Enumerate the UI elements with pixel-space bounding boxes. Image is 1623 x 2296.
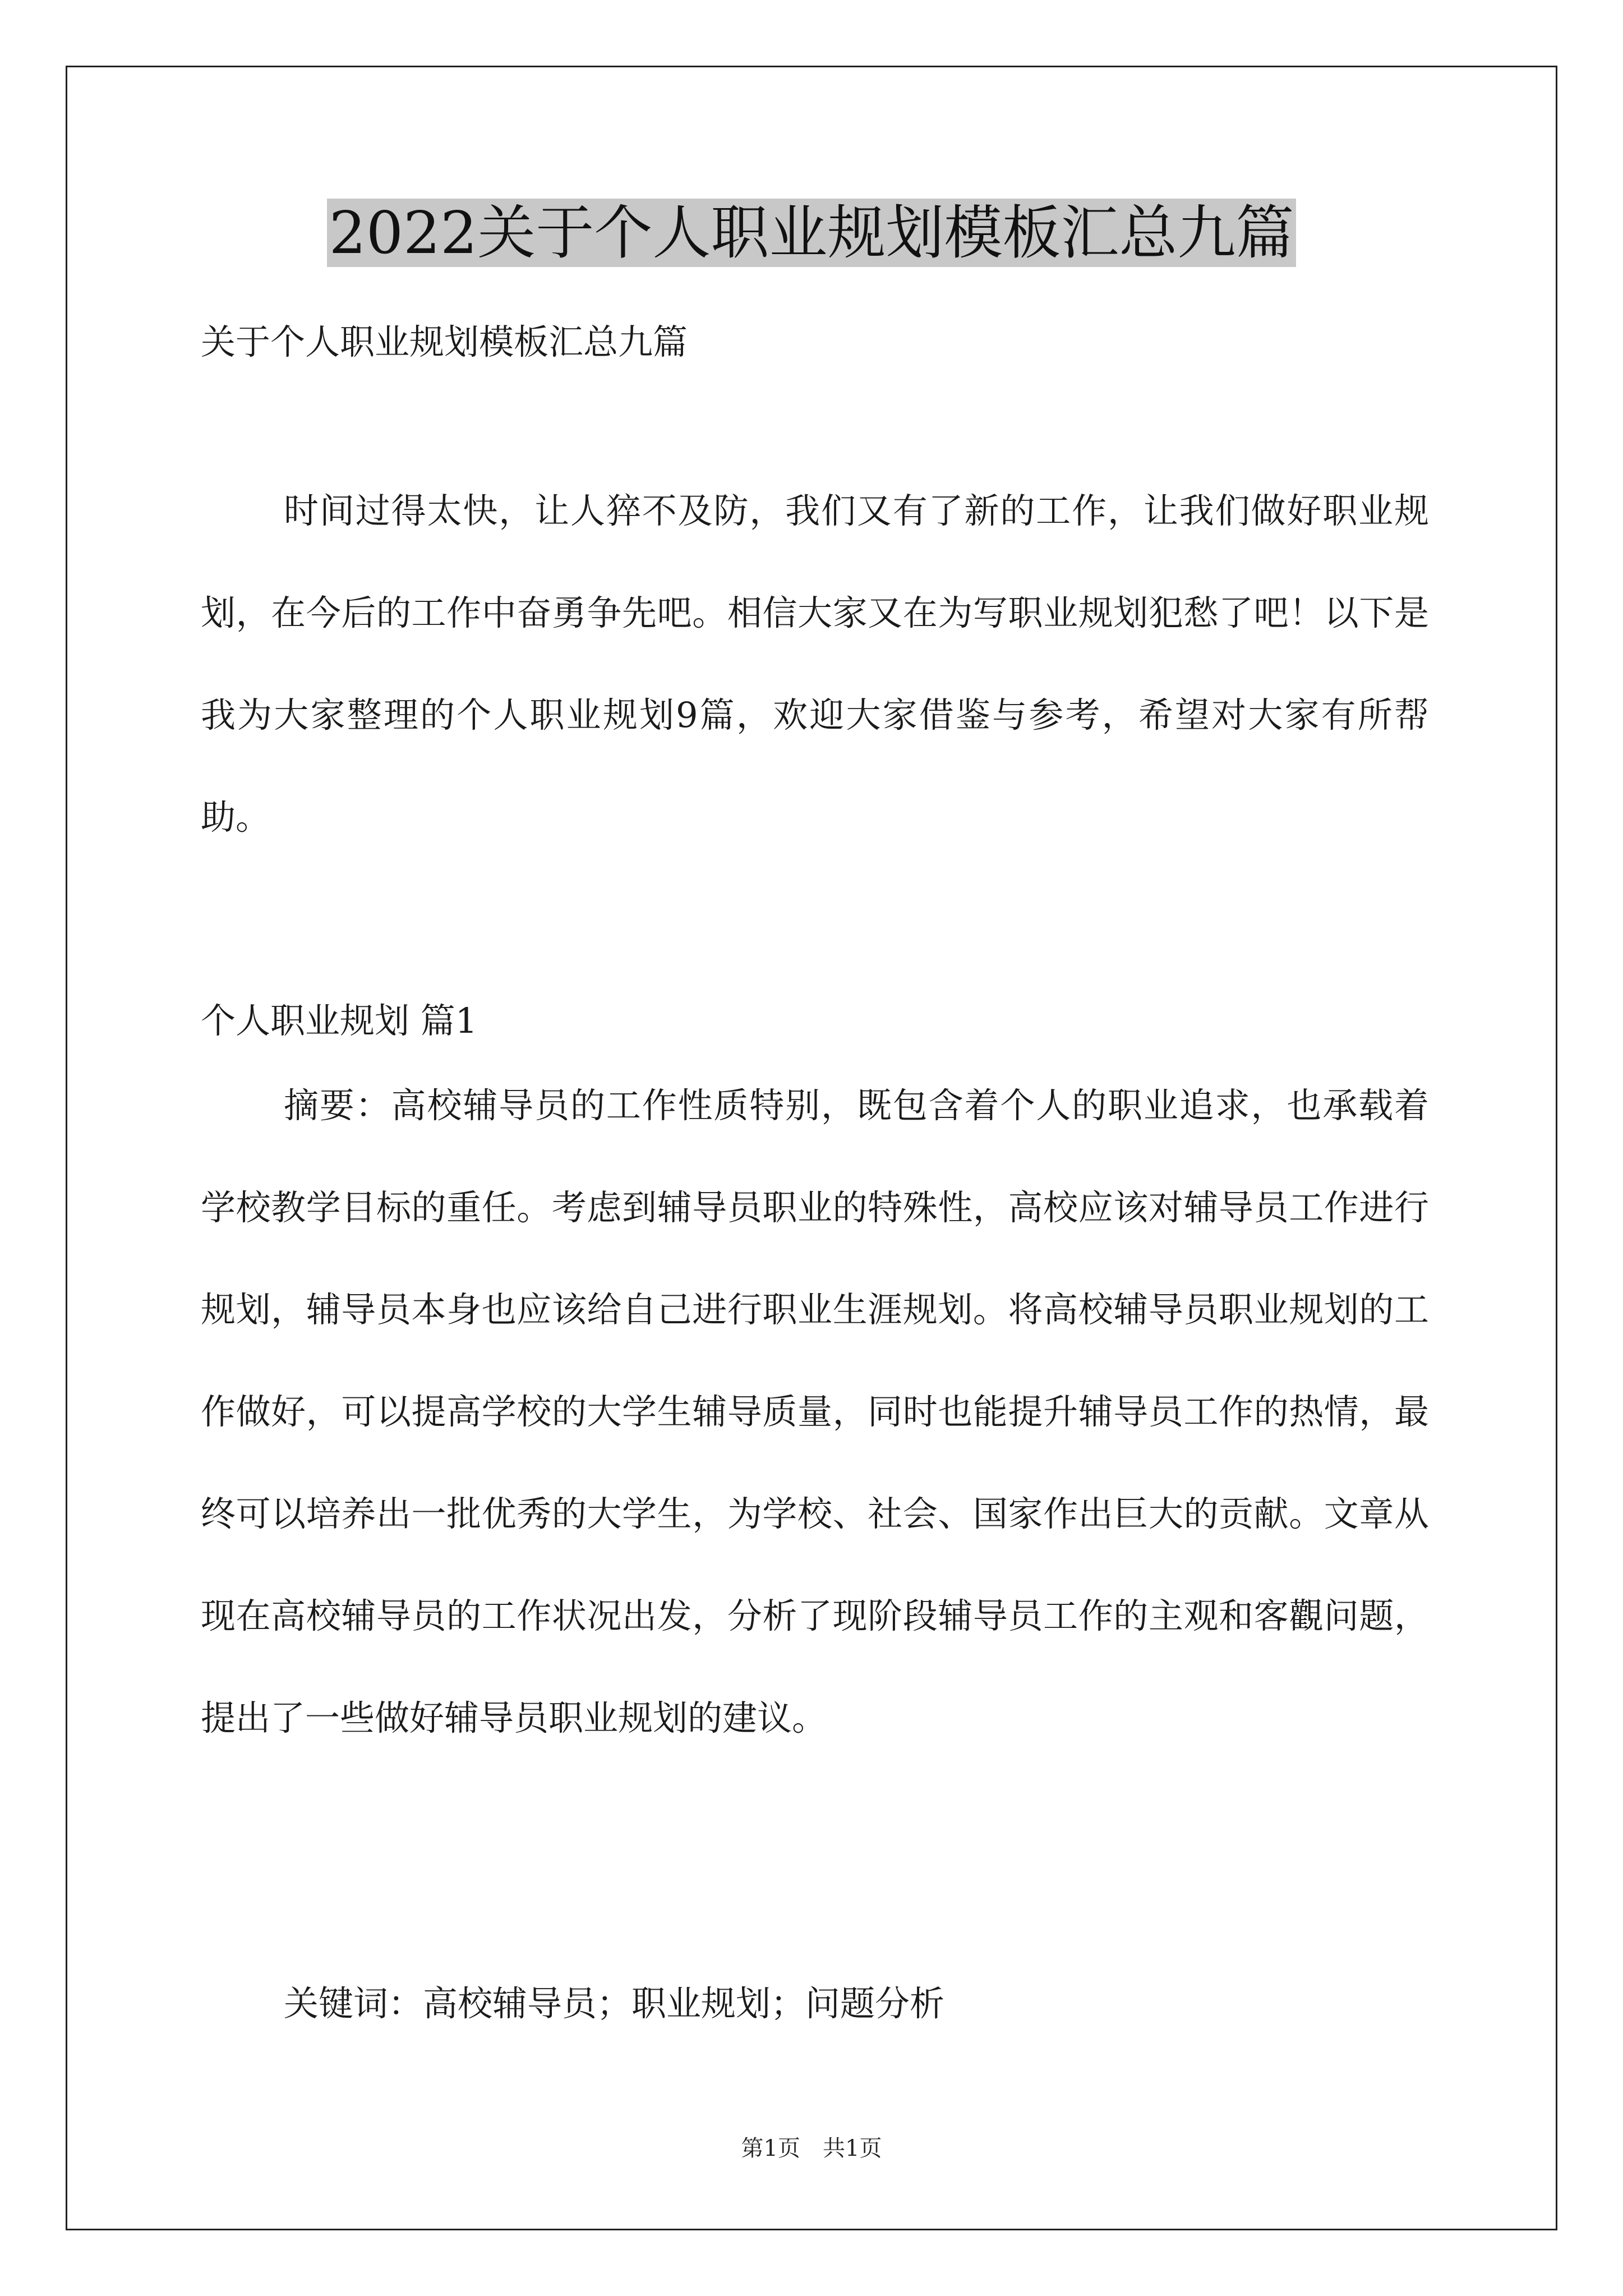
section-heading: 个人职业规划 篇1 <box>201 1000 478 1041</box>
keywords-line: 关键词：高校辅导员；职业规划；问题分析 <box>284 1983 945 2024</box>
page-number-footer: 第1页 共1页 <box>741 2136 882 2161</box>
document-subtitle: 关于个人职业规划模板汇总九篇 <box>201 321 688 362</box>
document-title-text: 2022关于个人职业规划模板汇总九篇 <box>327 199 1297 267</box>
document-title <box>0 194 1623 272</box>
intro-paragraph: 时间过得太快，让人猝不及防，我们又有了新的工作，让我们做好职业规划，在今后的工作中奋勇争先吧。相信大家又在为写职业规划犯愁了吧！以下是我为大家整理的个人职业规划9篇，欢迎大家借鉴与参考，希望对大家有所帮助。 <box>201 490 1429 838</box>
abstract-paragraph: 摘要：高校辅导员的工作性质特别，既包含着个人的职业追求，也承载着学校教学目标的重任。考虑到辅导员职业的特殊性，高校应该对辅导员工作进行规划，辅导员本身也应该给自己进行职业生涯规划。将高校辅导员职业规划的工作做好，可以提高学校的大学生辅导质量，同时也能提升辅导员工作的热情，最终可以培养出一批优秀的大学生，为学校、社会、国家作出巨大的贡献。文章从现在高校辅导员的工作状况出发，分析了现阶段辅导员工作的主观和客觀问题，提出了一些做好辅导员职业规划的建议。 <box>201 1085 1429 1738</box>
